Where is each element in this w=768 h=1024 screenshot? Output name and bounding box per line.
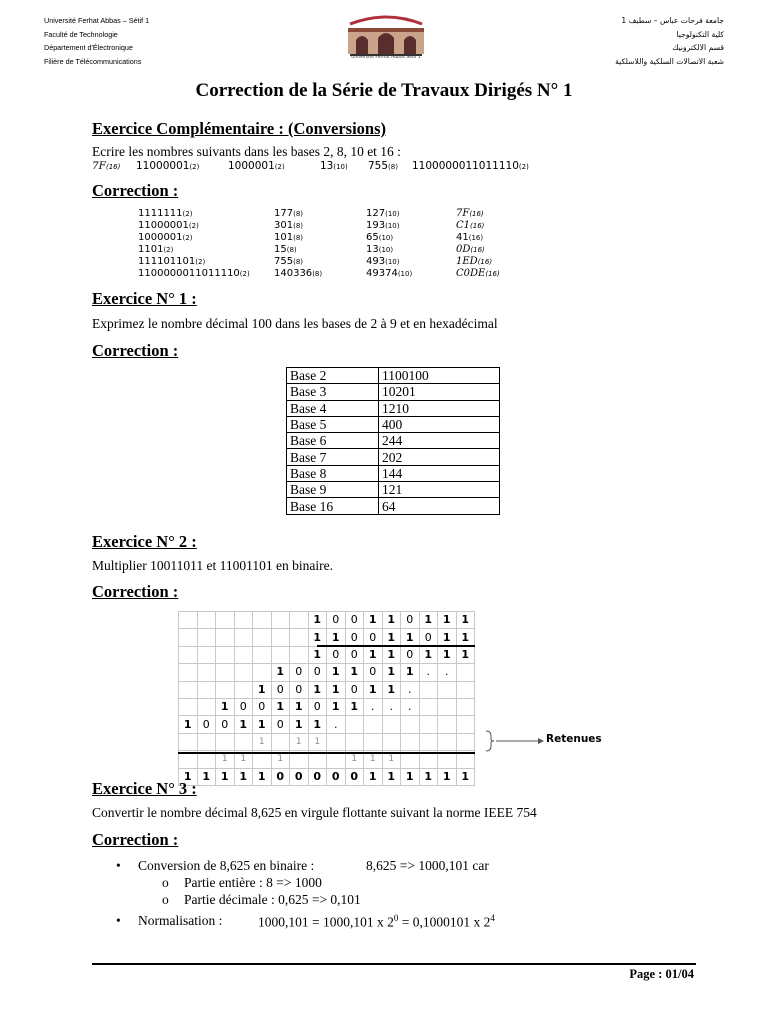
grid-cell: 0	[216, 716, 235, 733]
grid-cell: 1	[290, 716, 309, 733]
faculty-name-ar: كلية التكنولوجيا	[676, 29, 724, 39]
grid-cell	[216, 646, 235, 663]
result-line	[178, 752, 475, 754]
grid-cell: 1	[327, 681, 346, 698]
grid-cell: 1	[382, 751, 401, 768]
grid-cell	[382, 716, 401, 733]
grid-cell	[179, 629, 198, 646]
grid-cell: 1	[401, 768, 420, 785]
grid-cell: 1	[382, 664, 401, 681]
grid-cell: 1	[271, 664, 290, 681]
grid-cell	[364, 716, 383, 733]
ex3-heading: Exercice N° 3 :	[92, 779, 197, 798]
grid-cell	[197, 629, 216, 646]
grid-cell: 0	[327, 612, 346, 629]
grid-cell: 0	[197, 716, 216, 733]
grid-cell: 1	[216, 751, 235, 768]
page-number: Page : 01/04	[629, 967, 694, 981]
grid-cell	[271, 629, 290, 646]
grid-cell: 1	[179, 768, 198, 785]
university-name: Université Ferhat Abbas – Sétif 1	[44, 16, 150, 25]
grid-row	[179, 681, 475, 698]
faculty-name: Faculté de Technologie	[44, 29, 118, 39]
grid-cell: 1	[253, 716, 272, 733]
grid-cell: .	[401, 681, 420, 698]
grid-cell	[234, 681, 253, 698]
grid-cell	[438, 698, 457, 715]
grid-cell: 1	[271, 751, 290, 768]
header-right	[615, 14, 724, 68]
normalisation-formula: 1000,101 = 1000,101 x $2^0 = 0,1000101$ x $2^4$	[258, 913, 495, 930]
base-label: Base 2	[287, 368, 379, 384]
base-label: Base 9	[287, 482, 379, 498]
grid-cell	[179, 612, 198, 629]
multiplication-grid	[178, 611, 475, 786]
grid-cell: 0	[271, 716, 290, 733]
grid-cell	[456, 716, 475, 733]
grid-cell: 1	[345, 698, 364, 715]
grid-cell	[179, 698, 198, 715]
grid-cell	[345, 733, 364, 750]
base-value: 400	[379, 416, 500, 432]
ex2-heading: Exercice N° 2 :	[92, 532, 197, 551]
grid-cell: 1	[382, 629, 401, 646]
grid-cell: 0	[345, 681, 364, 698]
grid-cell	[345, 716, 364, 733]
sub-bullet-icon: o	[162, 875, 169, 890]
decimal-part: Partie décimale : 0,625 => 0,101	[184, 892, 361, 907]
grid-cell: 1	[419, 768, 438, 785]
grid-cell	[290, 612, 309, 629]
grid-cell: 1	[308, 716, 327, 733]
grid-cell	[456, 664, 475, 681]
grid-cell: 1	[456, 629, 475, 646]
grid-cell: 1	[456, 768, 475, 785]
header-left	[44, 14, 149, 68]
grid-cell: 1	[419, 612, 438, 629]
grid-cell: 1	[438, 629, 457, 646]
multiplier-underline	[317, 645, 475, 647]
grid-cell: 1	[382, 768, 401, 785]
normalisation-label: Normalisation :	[138, 913, 223, 928]
grid-cell: 1	[216, 698, 235, 715]
grid-cell	[401, 716, 420, 733]
ex-comp-statement: Ecrire les nombres suivants dans les bases 2, 8, 10 et 16 :	[92, 144, 401, 159]
grid-cell	[438, 733, 457, 750]
department-name-ar: قسم الالكترونيك	[672, 43, 724, 52]
grid-cell: 1	[364, 646, 383, 663]
grid-cell: 1	[345, 664, 364, 681]
base-value: 1100100	[379, 368, 500, 384]
grid-cell: .	[327, 716, 346, 733]
ex-comp-correction-heading: Correction :	[92, 181, 179, 200]
grid-cell: 1	[308, 733, 327, 750]
base-value: 10201	[379, 384, 500, 400]
grid-cell: 1	[234, 716, 253, 733]
grid-cell	[216, 612, 235, 629]
grid-cell	[419, 681, 438, 698]
base-value: 144	[379, 465, 500, 481]
specialty-name: Filière de Télécommunications	[44, 56, 142, 66]
grid-cell: 1	[438, 612, 457, 629]
grid-cell: 0	[271, 681, 290, 698]
grid-cell: 1	[327, 698, 346, 715]
grid-cell: 1	[364, 768, 383, 785]
grid-cell	[327, 733, 346, 750]
number-item: 755(8)	[368, 160, 398, 172]
table-row	[287, 498, 500, 514]
ex1-heading: Exercice N° 1 :	[92, 289, 197, 308]
bases-table	[286, 367, 500, 515]
brace-arrow-icon	[484, 729, 546, 753]
grid-cell: 1	[401, 629, 420, 646]
grid-cell: 0	[308, 664, 327, 681]
grid-cell: 1	[197, 768, 216, 785]
grid-cell	[197, 612, 216, 629]
grid-cell	[456, 681, 475, 698]
grid-cell	[271, 612, 290, 629]
grid-cell: 0	[234, 698, 253, 715]
grid-cell: .	[419, 664, 438, 681]
grid-cell: .	[438, 664, 457, 681]
grid-cell: 1	[364, 751, 383, 768]
grid-cell: 1	[308, 681, 327, 698]
base-label: Base 6	[287, 433, 379, 449]
grid-cell	[179, 681, 198, 698]
grid-cell: 0	[345, 646, 364, 663]
grid-cell: 1	[438, 768, 457, 785]
grid-row	[179, 733, 475, 750]
base-label: Base 4	[287, 400, 379, 416]
university-name-ar: جامعة فرحات عباس – سطيف 1	[621, 16, 724, 25]
grid-cell	[216, 664, 235, 681]
grid-cell	[438, 716, 457, 733]
grid-cell	[234, 646, 253, 663]
conversion-step: Conversion de 8,625 en binaire :	[138, 858, 315, 873]
grid-row	[179, 768, 475, 785]
grid-cell: 1	[253, 681, 272, 698]
base-value: 1210	[379, 400, 500, 416]
grid-cell: 1	[364, 612, 383, 629]
grid-cell: 0	[401, 612, 420, 629]
grid-cell: .	[382, 698, 401, 715]
base-value: 64	[379, 498, 500, 514]
number-item: 1100000011011110(2)	[412, 160, 529, 172]
grid-cell	[234, 629, 253, 646]
base-label: Base 3	[287, 384, 379, 400]
grid-cell: 1	[345, 751, 364, 768]
grid-cell	[271, 733, 290, 750]
grid-cell	[401, 733, 420, 750]
ex2-statement: Multiplier 10011011 et 11001101 en binaire.	[92, 558, 333, 573]
grid-row	[179, 698, 475, 715]
table-row	[287, 416, 500, 432]
grid-row	[179, 716, 475, 733]
conversion-result: 8,625 => 1000,101 car	[366, 858, 489, 873]
grid-cell: 1	[382, 612, 401, 629]
grid-row	[179, 612, 475, 629]
base-value: 244	[379, 433, 500, 449]
table-row	[287, 449, 500, 465]
grid-cell: 0	[364, 664, 383, 681]
base-label: Base 8	[287, 465, 379, 481]
number-item: 11000001(2)	[136, 160, 200, 172]
grid-cell	[197, 733, 216, 750]
grid-cell: 1	[179, 716, 198, 733]
department-name: Département d'Électronique	[44, 43, 133, 52]
grid-cell	[419, 698, 438, 715]
grid-cell	[253, 646, 272, 663]
grid-cell	[271, 646, 290, 663]
ex-comp-heading: Exercice Complémentaire : (Conversions)	[92, 119, 387, 138]
grid-cell	[253, 612, 272, 629]
grid-cell: 0	[308, 768, 327, 785]
base-label: Base 5	[287, 416, 379, 432]
grid-cell: 1	[308, 612, 327, 629]
grid-cell: 0	[401, 646, 420, 663]
ex1-correction-heading: Correction :	[92, 341, 179, 360]
ex3-statement: Convertir le nombre décimal 8,625 en virgule flottante suivant la norme IEEE 754	[92, 805, 537, 820]
table-row	[287, 482, 500, 498]
grid-row	[179, 629, 475, 646]
grid-row	[179, 664, 475, 681]
grid-cell: 0	[345, 612, 364, 629]
retenues-annotation	[484, 729, 602, 758]
grid-cell: 0	[290, 768, 309, 785]
grid-cell: 1	[364, 681, 383, 698]
base-value: 121	[379, 482, 500, 498]
grid-cell: 1	[216, 768, 235, 785]
ex1-statement: Exprimez le nombre décimal 100 dans les bases de 2 à 9 et en hexadécimal	[92, 316, 498, 331]
grid-cell: 1	[308, 646, 327, 663]
grid-cell: 0	[308, 698, 327, 715]
grid-cell: 0	[271, 768, 290, 785]
grid-cell	[234, 612, 253, 629]
grid-cell: 0	[327, 768, 346, 785]
conversion-table: 1111111(2) 177(8) 127(10) 7F(16) 11000001(2) 301(8) 193(10) C1(16) 1000001(2) 101(8) 65(10) 41(16) 1101(2) 15(8) 13(10) 0D(16) 111101101(2) 755(8) 493(10) 1ED(16) 1100000011011110(2) 140336(8) 49374(10) C0DE(16)	[138, 208, 500, 279]
grid-cell	[364, 733, 383, 750]
university-logo	[340, 10, 432, 65]
grid-cell: 1	[290, 698, 309, 715]
grid-cell: 1	[290, 733, 309, 750]
grid-cell: 0	[345, 768, 364, 785]
grid-cell: 0	[327, 646, 346, 663]
grid-cell	[197, 681, 216, 698]
grid-cell: 0	[345, 629, 364, 646]
bullet-icon: •	[116, 858, 121, 873]
footer-divider	[92, 963, 696, 965]
grid-cell: 1	[253, 768, 272, 785]
sub-bullet-icon: o	[162, 892, 169, 907]
grid-cell	[197, 646, 216, 663]
base-value: 202	[379, 449, 500, 465]
grid-cell: .	[364, 698, 383, 715]
grid-cell	[419, 733, 438, 750]
grid-cell: 1	[253, 733, 272, 750]
grid-cell	[456, 698, 475, 715]
number-item: 13(10)	[320, 160, 348, 172]
grid-cell: 1	[419, 646, 438, 663]
table-row	[287, 465, 500, 481]
ex-comp-numbers	[92, 160, 712, 174]
table-row	[287, 400, 500, 416]
grid-cell	[179, 646, 198, 663]
grid-cell	[290, 629, 309, 646]
grid-cell: 0	[364, 629, 383, 646]
grid-cell: 1	[308, 629, 327, 646]
table-row	[287, 384, 500, 400]
logo-caption: Université Ferhat Abbas Sétif 1	[351, 55, 421, 60]
grid-cell: 1	[401, 664, 420, 681]
bullet-icon: •	[116, 913, 121, 928]
grid-cell: 1	[438, 646, 457, 663]
grid-cell	[438, 681, 457, 698]
grid-cell: 1	[234, 768, 253, 785]
grid-cell	[197, 698, 216, 715]
grid-cell	[419, 716, 438, 733]
base-label: Base 7	[287, 449, 379, 465]
grid-cell: .	[401, 698, 420, 715]
retenues-label: Retenues	[546, 733, 602, 745]
grid-cell	[253, 629, 272, 646]
grid-cell	[179, 664, 198, 681]
grid-cell: 1	[327, 664, 346, 681]
grid-cell	[456, 733, 475, 750]
grid-cell	[234, 733, 253, 750]
grid-cell	[179, 733, 198, 750]
specialty-name-ar: شعبة الاتصالات السلكية واللاسلكية	[615, 56, 724, 66]
table-row	[287, 368, 500, 384]
ex3-correction-heading: Correction :	[92, 830, 179, 849]
grid-cell	[197, 664, 216, 681]
grid-cell: 0	[419, 629, 438, 646]
grid-cell	[216, 733, 235, 750]
grid-cell: 0	[290, 664, 309, 681]
integer-part: Partie entière : 8 => 1000	[184, 875, 322, 890]
number-item: 1000001(2)	[228, 160, 285, 172]
grid-cell	[234, 664, 253, 681]
grid-cell	[216, 681, 235, 698]
grid-cell	[382, 733, 401, 750]
base-label: Base 16	[287, 498, 379, 514]
grid-cell: 1	[382, 646, 401, 663]
grid-cell: 1	[271, 698, 290, 715]
grid-cell	[290, 646, 309, 663]
grid-cell: 1	[456, 646, 475, 663]
grid-cell: 0	[290, 681, 309, 698]
grid-cell: 1	[327, 629, 346, 646]
grid-cell	[253, 664, 272, 681]
grid-cell: 1	[382, 681, 401, 698]
grid-cell: 0	[253, 698, 272, 715]
grid-cell: 1	[234, 751, 253, 768]
grid-row	[179, 646, 475, 663]
grid-cell	[216, 629, 235, 646]
table-row	[287, 433, 500, 449]
grid-cell: 1	[456, 612, 475, 629]
ex2-correction-heading: Correction :	[92, 582, 179, 601]
page-title: Correction de la Série de Travaux Dirigés N° 1	[195, 80, 573, 101]
number-item: 7F(16)	[92, 160, 121, 172]
